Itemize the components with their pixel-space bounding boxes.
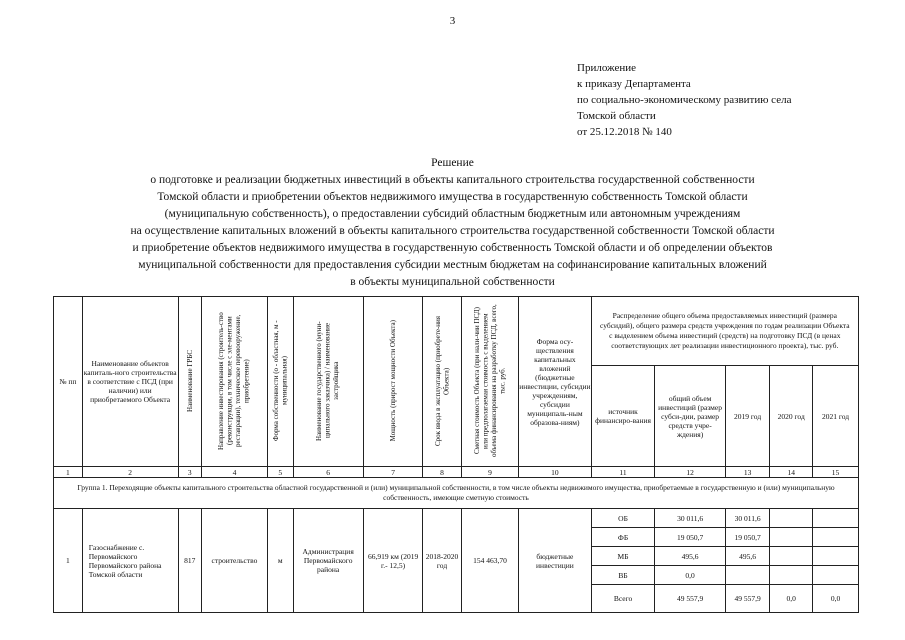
source-cell: ФБ bbox=[591, 528, 655, 547]
y2019-cell: 30 011,6 bbox=[725, 509, 770, 528]
header-2021: 2021 год bbox=[813, 366, 859, 467]
subtitle-line: и приобретение объектов недвижимого имущества в государственную собственность Томской области и об определении объектов bbox=[132, 242, 773, 254]
appendix-line: по социально-экономическому развитию села bbox=[577, 94, 792, 106]
subtitle-line: (муниципальную собственность), о предоставлении субсидий областным бюджетным или автономным учреждениям bbox=[164, 208, 741, 220]
y2019-cell: 49 557,9 bbox=[725, 585, 770, 613]
source-cell: Всего bbox=[591, 585, 655, 613]
row-form: бюджетные инвестиции bbox=[519, 509, 591, 613]
col-number: 3 bbox=[178, 467, 201, 478]
y2020-cell bbox=[770, 509, 813, 528]
subtitle-line: на осуществление капитальных вложений в объекты капитального строительства государственной собственности Томской области bbox=[130, 225, 775, 237]
y2021-cell bbox=[813, 547, 859, 566]
y2021-cell bbox=[813, 509, 859, 528]
investment-table bbox=[53, 296, 859, 613]
header-source: источник финансиро-вания bbox=[591, 366, 655, 467]
y2020-cell: 0,0 bbox=[770, 585, 813, 613]
col-number: 14 bbox=[770, 467, 813, 478]
col-number: 4 bbox=[201, 467, 267, 478]
header-2019: 2019 год bbox=[725, 366, 770, 467]
header-distribution: Распределение общего объема предоставляемых инвестиций (размера субсидий), общего размера средств учреждения по годам реализации Объекта с выделением объема инвестиций (средств) на подготовку ПСД (в ценах соответствующих лет реализации инвестиционного проекта), тыс. руб. bbox=[591, 297, 858, 366]
header-grbs bbox=[178, 297, 201, 467]
appendix-line: Томской области bbox=[577, 110, 656, 122]
appendix-line: Приложение bbox=[577, 62, 637, 74]
y2019-cell: 19 050,7 bbox=[725, 528, 770, 547]
header-form: Форма осу-ществления капитальных вложений (бюджетные инвестиции, субсидии учреждениям, субсидии муниципаль-ным образова-ниям) bbox=[519, 297, 591, 467]
total-cell: 49 557,9 bbox=[655, 585, 725, 613]
header-object-name: Наименование объектов капиталь-ного строительства в соответствие с ПСД (при наличии) или приобретаемого Объекта bbox=[82, 297, 178, 467]
group-heading: Группа 1. Переходящие объекты капитального строительства областной государственной и (или) муниципальной собственности, в том числе объекты недвижимого имущества, приобретаемые в государственную и (или) муниципальную собственность, имеющие сметную стоимость bbox=[54, 478, 859, 509]
col-number: 8 bbox=[423, 467, 461, 478]
header-term bbox=[423, 297, 461, 467]
source-cell: ВБ bbox=[591, 566, 655, 585]
y2021-cell bbox=[813, 528, 859, 547]
y2020-cell bbox=[770, 566, 813, 585]
appendix-line: от 25.12.2018 № 140 bbox=[577, 126, 672, 138]
col-number: 15 bbox=[813, 467, 859, 478]
row-cost: 154 463,70 bbox=[461, 509, 518, 613]
total-cell: 19 050,7 bbox=[655, 528, 725, 547]
header-direction-text: Направление инвестирования (строитель-ство (реконструкция, в том числе с эле-ментами реставрации), техническое перевооружение, приобретение) bbox=[217, 311, 251, 450]
col-number: 12 bbox=[655, 467, 725, 478]
header-total: общий объем инвестиций (размер субси-дии, размер средств учре-ждения) bbox=[655, 366, 725, 467]
col-number: 9 bbox=[461, 467, 518, 478]
page-number: 3 bbox=[449, 15, 456, 27]
subtitle-line: Томской области и приобретении объектов недвижимого имущества в государственную собственность Томской области bbox=[157, 191, 748, 203]
appendix-line: к приказу Департамента bbox=[577, 78, 691, 90]
header-capacity-text: Мощность (прирост мощности Объекта) bbox=[388, 319, 397, 442]
col-number: 1 bbox=[54, 467, 83, 478]
source-cell: ОБ bbox=[591, 509, 655, 528]
row-object-name: Газоснабжение с. Первомайского Первомайского района Томской области bbox=[82, 509, 178, 613]
header-grbs-text: Наименование ГРБС bbox=[185, 349, 194, 412]
header-cost-text: Сметная стоимость Объекта (при нали-чии ПСД) или предполагаемая стоимость с выделением объема финансирования на разработку ПСД, всего, тыс. руб. bbox=[472, 304, 507, 457]
y2020-cell bbox=[770, 547, 813, 566]
group-row bbox=[54, 478, 859, 509]
document-subtitle bbox=[30, 172, 875, 291]
subtitle-line: о подготовке и реализации бюджетных инвестиций в объекты капитального строительства государственной собственности bbox=[150, 174, 755, 186]
header-ownership-text: Форма собственности (о - областная, м - муниципальная) bbox=[271, 320, 289, 441]
header-ownership bbox=[267, 297, 293, 467]
col-number: 5 bbox=[267, 467, 293, 478]
appendix-block bbox=[577, 60, 791, 140]
y2021-cell: 0,0 bbox=[813, 585, 859, 613]
col-number: 11 bbox=[591, 467, 655, 478]
col-number: 10 bbox=[519, 467, 591, 478]
header-customer bbox=[293, 297, 363, 467]
header-num: № пп bbox=[54, 297, 83, 467]
source-cell: МБ bbox=[591, 547, 655, 566]
header-cost bbox=[461, 297, 518, 467]
header-capacity bbox=[363, 297, 423, 467]
col-number: 2 bbox=[82, 467, 178, 478]
col-number: 7 bbox=[363, 467, 423, 478]
total-cell: 0,0 bbox=[655, 566, 725, 585]
column-numbers-row bbox=[54, 467, 859, 478]
row-num: 1 bbox=[54, 509, 83, 613]
col-number: 6 bbox=[293, 467, 363, 478]
row-capacity: 66,919 км (2019 г.- 12,5) bbox=[363, 509, 423, 613]
total-cell: 495,6 bbox=[655, 547, 725, 566]
row-term: 2018-2020 год bbox=[423, 509, 461, 613]
table-row bbox=[54, 509, 859, 528]
document-title: Решение bbox=[431, 157, 474, 169]
col-number: 13 bbox=[725, 467, 770, 478]
y2019-cell bbox=[725, 566, 770, 585]
header-direction bbox=[201, 297, 267, 467]
header-2020: 2020 год bbox=[770, 366, 813, 467]
row-direction: строительство bbox=[201, 509, 267, 613]
row-ownership: м bbox=[267, 509, 293, 613]
row-grbs: 817 bbox=[178, 509, 201, 613]
header-customer-text: Наименование государственного (муни-ципального заказчика) / наименование застройщика bbox=[315, 320, 341, 441]
total-cell: 30 011,6 bbox=[655, 509, 725, 528]
y2019-cell: 495,6 bbox=[725, 547, 770, 566]
y2020-cell bbox=[770, 528, 813, 547]
y2021-cell bbox=[813, 566, 859, 585]
header-term-text: Срок ввода в эксплуатацию (приобрете-ния Объекта) bbox=[433, 315, 451, 446]
row-customer: Администрация Первомайского района bbox=[293, 509, 363, 613]
subtitle-line: в объекты муниципальной собственности bbox=[350, 276, 555, 288]
subtitle-line: муниципальной собственности для предоставления субсидии местным бюджетам на софинансирование капитальных вложений bbox=[138, 259, 767, 271]
